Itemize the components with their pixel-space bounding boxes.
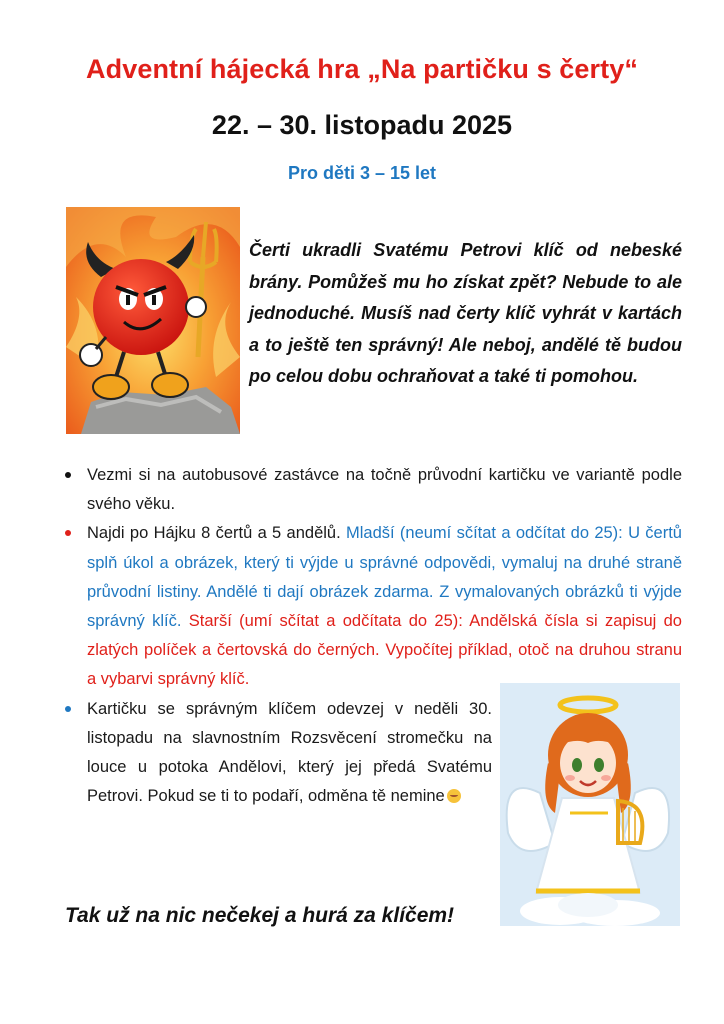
angel-icon xyxy=(500,683,680,926)
event-dates: 22. – 30. listopadu 2025 xyxy=(211,110,513,140)
bullet-dot xyxy=(65,530,71,536)
list-item-text: Kartičku se správným klíčem odevzej v neděli 30. listopadu na slavnostním Rozsvěcení stromečku na louce u potoka Andělovi, který jej předá Svatému Petrovi. Pokud se ti to podaří, odměna tě nemine xyxy=(87,699,492,806)
list-item-text: Vezmi si na autobusové zastávce na točně průvodní kartičku ve variantě podle svého věku. xyxy=(87,466,682,514)
older-kids-text: Starší (umí sčítat a odčítata do 25): Andělská čísla si zapisuj do zlatých políček a čertovská do černých. Vypočítej příklad, otoč na druhou stranu a vybarvi správný klíč. xyxy=(87,612,682,689)
age-range: Pro děti 3 – 15 let xyxy=(287,163,437,183)
angel-illustration xyxy=(500,683,680,926)
list-item xyxy=(62,695,492,812)
bullet-dot xyxy=(65,472,71,478)
younger-kids-text: Mladší (neumí sčítat a odčítat do 25): U čertů splň úkol a obrázek, který ti výjde u správné odpovědi, vymaluj na druhé straně průvodní listiny. Andělé ti dají obrázek zdarma. Z vymalovaných obrázků ti výjde správný klíč. xyxy=(87,524,682,631)
list-item-text: Najdi po Hájku 8 čertů a 5 andělů. xyxy=(87,524,346,543)
page-title: Adventní hájecká hra „Na partičku s čerty“ xyxy=(86,54,638,84)
intro-text: Čerti ukradli Svatému Petrovi klíč od nebeské brány. Pomůžeš mu ho získat zpět? Nebude to ale jednoduché. Musíš nad čerty klíč vyhrát v kartách a to ještě ten správný! Ale neboj, andělé tě budou po celou dobu ochraňovat a také ti pomohou. xyxy=(249,240,682,386)
smiley-icon xyxy=(447,789,461,803)
closing-text: Tak už na nic nečekej a hurá za klíčem! xyxy=(65,904,455,927)
devil-icon xyxy=(66,207,240,434)
devil-illustration xyxy=(66,207,240,434)
list-item xyxy=(62,461,682,519)
list-item xyxy=(62,519,682,694)
bullet-dot xyxy=(65,706,71,712)
